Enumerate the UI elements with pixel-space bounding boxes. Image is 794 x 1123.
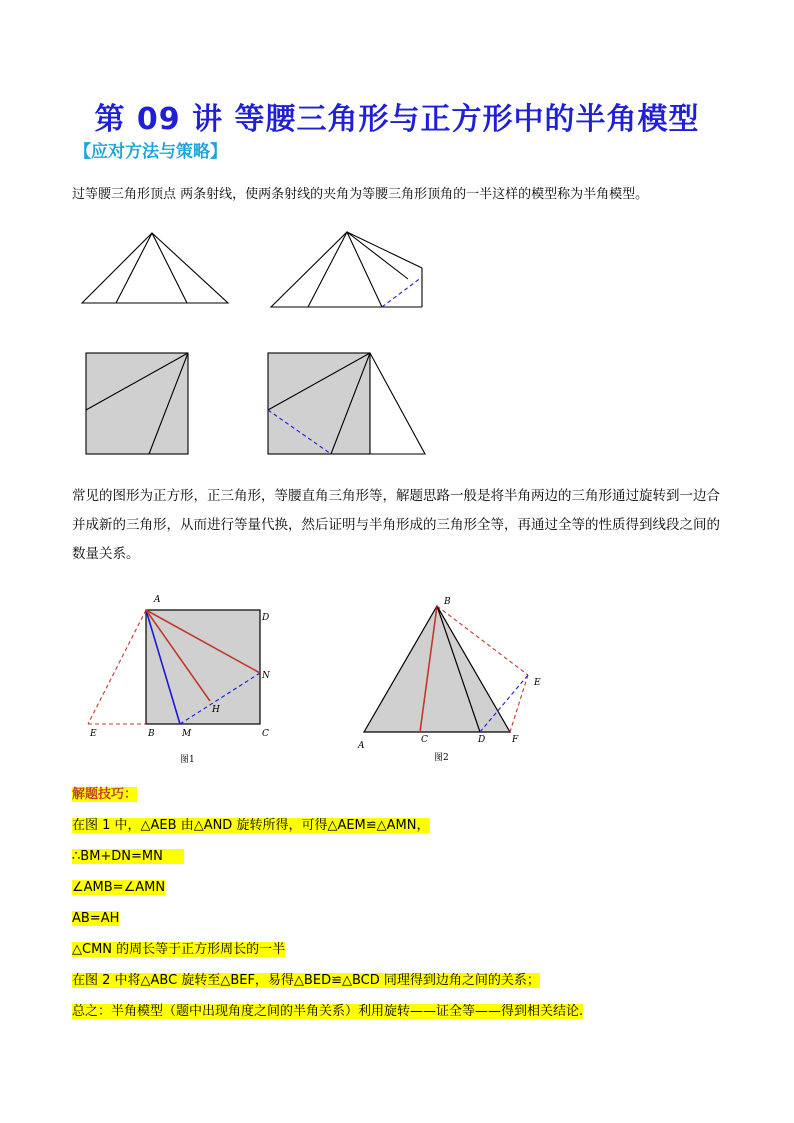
label-m: M xyxy=(182,729,192,739)
label-n: N xyxy=(262,671,270,681)
tip-line-2: ∴BM+DN=MN xyxy=(72,849,163,864)
page-title: 第 09 讲 等腰三角形与正方形中的半角模型 xyxy=(94,102,700,137)
tip-line-5: △CMN 的周长等于正方形周长的一半 xyxy=(72,942,286,957)
intro-text: 过等腰三角形顶点 两条射线，使两条射线的夹角为等腰三角形顶角的一半这样的模型称为半角模型。 xyxy=(72,187,649,202)
explanation-paragraph: 常见的图形为正方形，正三角形，等腰直角三角形等，解题思路一般是将半角两边的三角形通过旋转到一边合并成新的三角形，从而进行等量代换，然后证明与半角形成的三角形全等，再通过全等的性质得到线段之间的数量关系。 xyxy=(72,488,720,562)
isosceles-rotation-figure xyxy=(270,230,428,310)
figure-1-caption: 图1 xyxy=(180,755,195,765)
tip-line-6: 在图 2 中将△ABC 旋转至△BEF，易得△BED≌△BCD 同理得到边角之间的关系； xyxy=(72,973,540,988)
label-e: E xyxy=(90,729,97,739)
tip-line-1: 在图 1 中，△AEB 由△AND 旋转所得，可得△AEM≌△AMN， xyxy=(72,818,430,833)
figure-2-triangle xyxy=(354,594,554,770)
label-a2: A xyxy=(358,741,365,751)
label-d2: D xyxy=(478,735,486,745)
label-b2: B xyxy=(444,597,451,607)
section-heading: 【应对方法与策略】 xyxy=(74,142,227,162)
label-b: B xyxy=(148,729,155,739)
label-e2: E xyxy=(534,678,541,688)
label-h: H xyxy=(212,705,220,715)
square-rotation-figure xyxy=(267,352,429,458)
tip-line-4: AB=AH xyxy=(72,911,120,926)
tip-line-7: 总之：半角模型（题中出现角度之间的半角关系）利用旋转——证全等——得到相关结论. xyxy=(72,1004,584,1019)
label-c2: C xyxy=(421,735,428,745)
isosceles-half-angle-figure xyxy=(80,230,232,306)
label-a: A xyxy=(154,595,161,605)
label-d: D xyxy=(262,613,270,623)
label-f2: F xyxy=(512,735,519,745)
figure-2-caption: 图2 xyxy=(434,753,449,763)
square-half-angle-figure xyxy=(85,352,191,456)
figure-1-square xyxy=(80,590,290,770)
label-c: C xyxy=(262,729,269,739)
tip-line-3: ∠AMB=∠AMN xyxy=(72,880,166,895)
tips-heading: 解题技巧： xyxy=(72,787,138,802)
